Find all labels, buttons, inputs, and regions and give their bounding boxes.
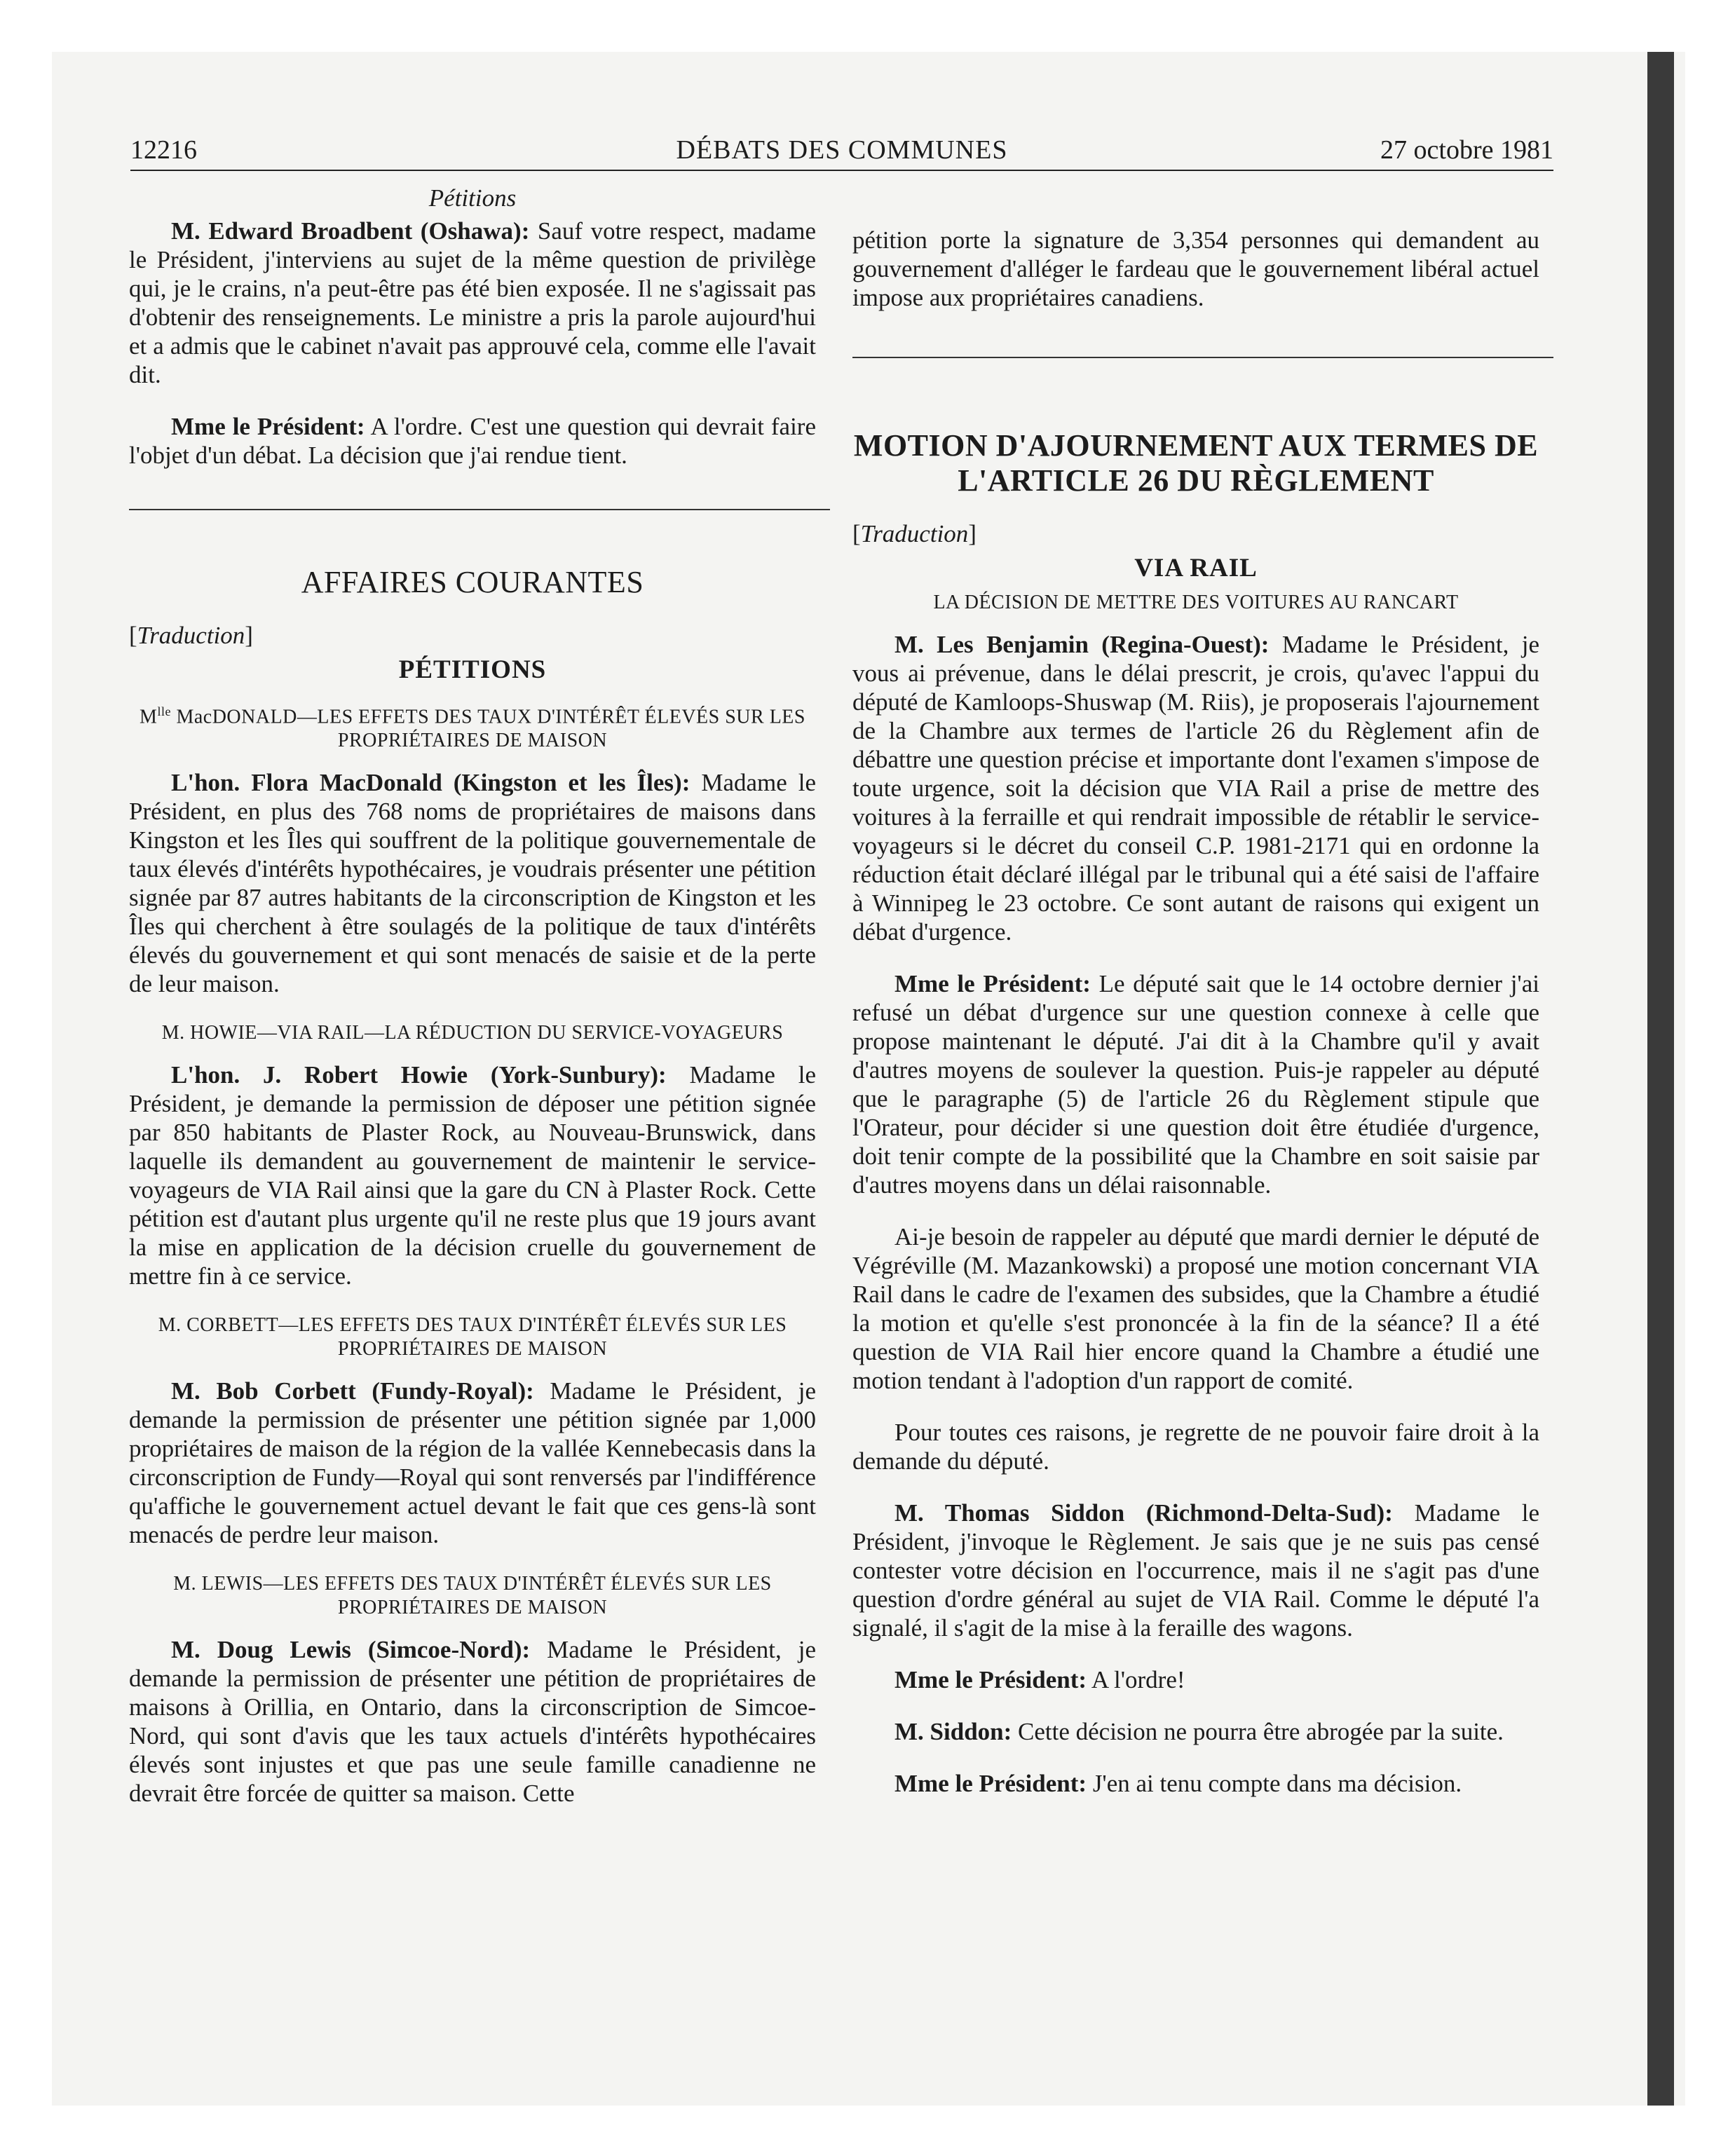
page-header (130, 135, 1553, 171)
section-divider (852, 357, 1553, 358)
speech-president (129, 412, 816, 470)
speech-text: A l'ordre! (1091, 1666, 1185, 1693)
subheading-petitions: PÉTITIONS (398, 655, 547, 684)
speech-corbett (129, 1377, 816, 1549)
petition-heading-macdonald: $M^{lle}$ MacDONALD—LES EFFETS DES TAUX D'INTÉRÊT ÉLEVÉS SUR LES PROPRIÉTAIRES DE MAISON (140, 704, 805, 752)
section-divider (129, 509, 830, 510)
speech-text: Madame le Président, j'invoque le Règlement. Je sais que je ne suis pas censé contester votre décision en l'occurrence, mais il ne s'agit pas d'une question d'ordre général au sujet de VIA Rail. Comme le député l'a signalé, il s'agit de la mise à la feraille des wagons. (852, 1499, 1539, 1642)
speech-text: Madame le Président, je demande la permission de présenter une pétition signée par 1,000 propriétaires de maison de la région de la vallée Kennebecasis dans la circonscription de Fundy—Royal qui sont renversés par l'indifférence qu'affiche le gouvernement actuel devant le fait que ces gens-là sont menacés de perdre leur maison. (129, 1377, 816, 1549)
subheading-via-rail: VIA RAIL (1134, 554, 1258, 582)
speech-lewis (129, 1635, 816, 1808)
page-number: 12216 (130, 135, 197, 165)
speaker-name: M. Les Benjamin (Regina-Ouest): (894, 631, 1270, 658)
speaker-name: M. Siddon: (894, 1718, 1012, 1745)
publication-title: DÉBATS DES COMMUNES (676, 135, 1008, 165)
section-heading-motion: MOTION D'AJOURNEMENT AUX TERMES DE L'ARTICLE 26 DU RÈGLEMENT (853, 428, 1539, 498)
speaker-name: M. Bob Corbett (Fundy-Royal): (171, 1377, 534, 1405)
section-heading-affaires: AFFAIRES COURANTES (301, 565, 644, 599)
speaker-name: Mme le Président: (171, 413, 365, 440)
scan-edge-bar (1647, 52, 1674, 2106)
speaker-name: M. Doug Lewis (Simcoe-Nord): (171, 1636, 531, 1664)
speech-text: Madame le Président, je demande la permission de déposer une pétition signée par 850 habitants de Plaster Rock, au Nouveau-Brunswick, dans laquelle ils demandent au gouvernement de maintenir le service-voyageurs de VIA Rail ainsi que la gare du CN à Plaster Rock. Cette pétition est d'autant plus urgente qu'il ne reste plus que 19 jours avant la mise en application de la décision cruelle du gouvernement de mettre fin à ce service. (129, 1061, 816, 1290)
speech-president (852, 1769, 1539, 1798)
speaker-name: M. Thomas Siddon (Richmond-Delta-Sud): (894, 1499, 1393, 1527)
speech-text: A l'ordre. C'est une question qui devrait faire l'objet d'un débat. La décision que j'ai rendue tient. (129, 413, 816, 469)
paragraph-rappeler: Ai-je besoin de rappeler au député que mardi dernier le député de Végréville (M. Mazankowski) a proposé une motion concernant VIA Rail dans le cadre de l'examen des subsides, que la Chambre a étudié la motion et qu'elle s'est prononcée à la fin de la séance? Il a été question de VIA Rail hier encore quand la Chambre a étudié une motion tendant à l'adoption d'un rapport de comité. (852, 1223, 1539, 1394)
speech-text: Madame le Président, en plus des 768 noms de propriétaires de maisons dans Kingston et les Îles qui souffrent de la politique gouvernementale de taux élevés d'intérêts hypothécaires, je voudrais présenter une pétition signée par 87 autres habitants de la circonscription de Kingston et les Îles qui cherchent à être soulagés de la politique de taux d'intérêts élevés du gouvernement et qui sont menacés de saisie et de la perte de leur maison. (129, 769, 816, 998)
paragraph-raisons: Pour toutes ces raisons, je regrette de ne pouvoir faire droit à la demande du député. (852, 1419, 1539, 1475)
speech-howie (129, 1060, 816, 1290)
speech-text: Madame le Président, je demande la permission de présenter une pétition de propriétaires de maisons à Orillia, en Ontario, dans la circonscription de Simcoe-Nord, qui sont d'avis que les taux actuels d'intérêts hypothécaires élevés sont injustes et que pas une seule famille canadienne ne devrait être forcée de quitter sa maison. Cette (129, 1636, 816, 1808)
speech-siddon (852, 1717, 1539, 1746)
speaker-name: Mme le Président: (894, 1666, 1087, 1693)
traduction-note: [Traduction] (129, 622, 253, 649)
speech-lewis-continued: pétition porte la signature de 3,354 personnes qui demandent au gouvernement d'alléger le fardeau que le gouvernement libéral actuel impose aux propriétaires canadiens. (852, 226, 1539, 311)
speech-broadbent (129, 217, 816, 389)
speech-siddon (852, 1499, 1539, 1642)
petition-heading-howie: M. HOWIE—VIA RAIL—LA RÉDUCTION DU SERVICE-VOYAGEURS (161, 1022, 784, 1044)
right-column (852, 226, 1539, 1798)
speech-text: Le député sait que le 14 octobre dernier j'ai refusé un débat d'urgence sur une question connexe à celle que propose maintenant le député. J'ai dit à la Chambre qu'il y avait d'autres moyens de soulever la question. Puis-je rappeler au député que le paragraphe (5) de l'article 26 du Règlement stipule que l'Orateur, pour décider si une question doit être étudiée d'urgence, doit tenir compte de la possibilité que la Chambre en soit saisie par d'autres moyens dans un délai raisonnable. (852, 970, 1539, 1199)
speech-president (852, 969, 1539, 1199)
speech-macdonald (129, 768, 816, 998)
speech-text: Sauf votre respect, madame le Président, j'interviens au sujet de la même question de privilège qui, je le crains, n'a peut-être pas été bien exposée. Il ne s'agissait pas d'obtenir des renseignements. Le ministre a pris la parole aujourd'hui et a admis que le cabinet n'avait pas approuvé cela, comme elle l'avait dit. (129, 217, 817, 388)
page-date: 27 octobre 1981 (1380, 135, 1553, 165)
speaker-name: L'hon. J. Robert Howie (York-Sunbury): (171, 1061, 667, 1089)
speaker-name: M. Edward Broadbent (Oshawa): (171, 217, 530, 245)
speaker-name: Mme le Président: (894, 970, 1091, 997)
speech-president (852, 1665, 1539, 1694)
section-label: Pétitions (428, 184, 517, 212)
petition-heading-corbett: M. CORBETT—LES EFFETS DES TAUX D'INTÉRÊT ÉLEVÉS SUR LES PROPRIÉTAIRES DE MAISON (158, 1314, 787, 1360)
petition-heading-lewis: M. LEWIS—LES EFFETS DES TAUX D'INTÉRÊT ÉLEVÉS SUR LES PROPRIÉTAIRES DE MAISON (173, 1573, 772, 1619)
speech-text: J'en ai tenu compte dans ma décision. (1092, 1770, 1462, 1797)
speech-text: Cette décision ne pourra être abrogée par la suite. (1018, 1718, 1504, 1745)
left-column (129, 184, 816, 1808)
traduction-note: [Traduction] (852, 520, 977, 547)
speaker-name: Mme le Président: (894, 1770, 1087, 1797)
speaker-name: L'hon. Flora MacDonald (Kingston et les Îles): (171, 769, 690, 797)
speech-text: Madame le Président, je vous ai prévenue, dans le délai prescrit, je crois, qu'avec l'appui du député de Kamloops-Shuswap (M. Riis), je proposerais l'ajournement de la Chambre aux termes de l'article 26 du Règlement afin de débattre une question précise et importante dont l'examen s'impose de toute urgence, soit la décision que VIA Rail a prise de mettre des voitures à la ferraille et qui rendrait impossible de rétablir le service-voyageurs si le décret du conseil C.P. 1981-2171 qui en ordonne la réduction était déclaré illégal par le tribunal qui a été saisi de l'affaire à Winnipeg le 23 octobre. Ce sont autant de raisons qui exigent un débat d'urgence. (852, 631, 1539, 946)
subheading-via-decision: LA DÉCISION DE METTRE DES VOITURES AU RANCART (933, 592, 1459, 613)
speech-benjamin (852, 630, 1539, 946)
